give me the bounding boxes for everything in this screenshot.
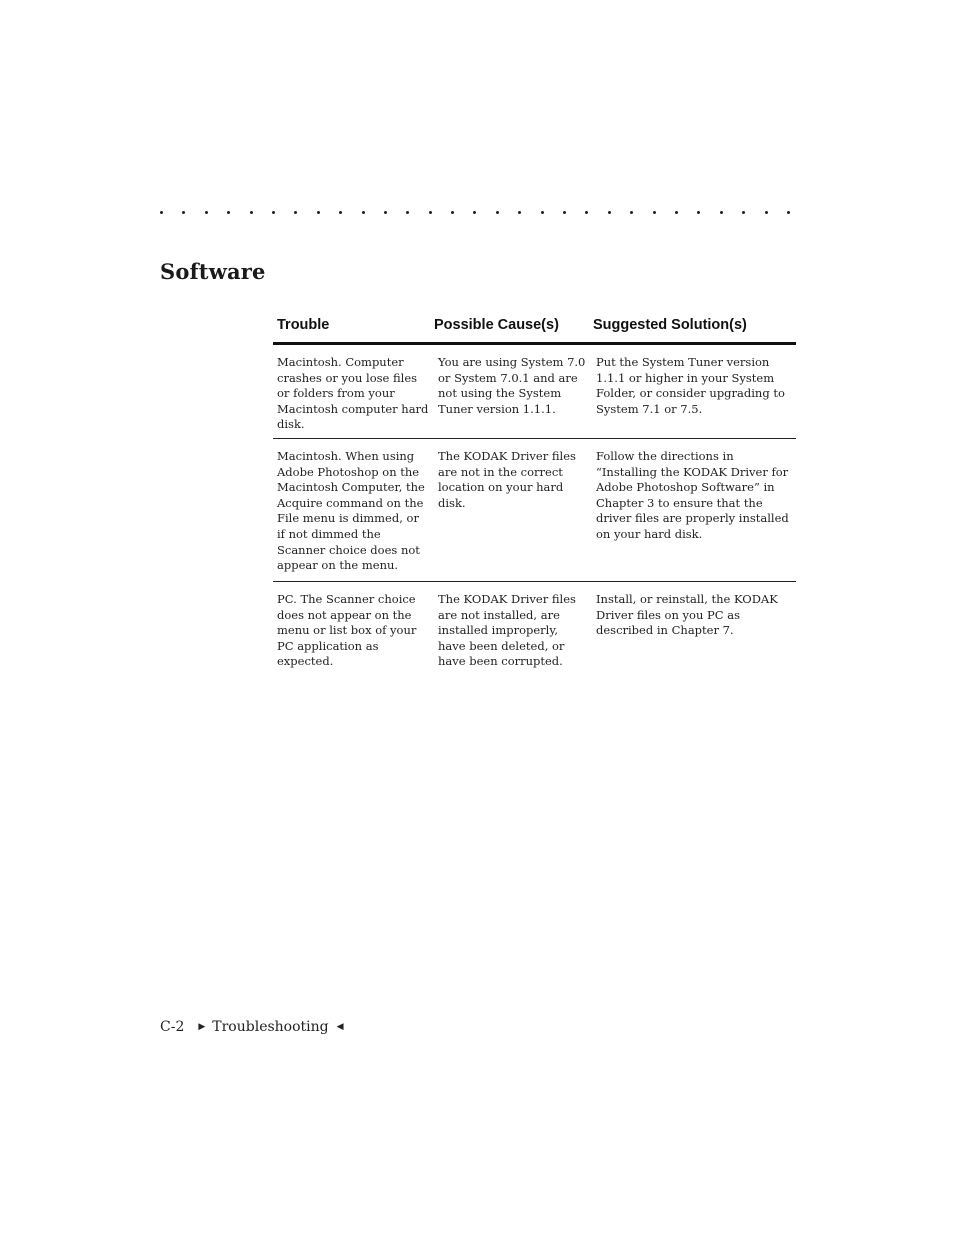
rule-dot xyxy=(608,211,611,214)
cell-trouble: Macintosh. Computer crashes or you lose files or folders from your Macintosh computer hard disk. xyxy=(277,355,429,432)
table-header xyxy=(273,312,796,345)
rule-dot xyxy=(765,211,768,214)
rule-dot xyxy=(697,211,700,214)
section-title: Software xyxy=(160,259,266,284)
rule-dot xyxy=(182,211,185,214)
rule-dot xyxy=(496,211,499,214)
triangle-right-icon: ▶ xyxy=(198,1022,206,1032)
troubleshooting-table xyxy=(273,312,796,682)
rule-dot xyxy=(675,211,678,214)
rule-dot xyxy=(160,211,163,214)
cell-cause: The KODAK Driver files are not in the correct location on your hard disk. xyxy=(438,449,576,510)
cell-trouble: PC. The Scanner choice does not appear on the menu or list box of your PC application as expected. xyxy=(277,592,417,669)
header-suggested-solution: Suggested Solution(s) xyxy=(593,317,747,333)
chapter-name: Troubleshooting xyxy=(212,1019,329,1035)
cell-cause: The KODAK Driver files are not installed, are installed improperly, have been deleted, or have been corrupted. xyxy=(438,592,576,669)
rule-dot xyxy=(362,211,365,214)
rule-dot xyxy=(339,211,342,214)
cell-trouble: Macintosh. When using Adobe Photoshop on the Macintosh Computer, the Acquire command on the File menu is dimmed, or if not dimmed the Scanner choice does not appear on the menu. xyxy=(277,449,425,573)
header-trouble: Trouble xyxy=(277,317,330,333)
rule-dot xyxy=(585,211,588,214)
cell-cause: You are using System 7.0 or System 7.0.1 and are not using the System Tuner version 1.1.1. xyxy=(438,355,586,416)
rule-dot xyxy=(630,211,633,214)
cell-solution: Put the System Tuner version 1.1.1 or higher in your System Folder, or consider upgrading to System 7.1 or 7.5. xyxy=(596,355,785,416)
rule-dot xyxy=(406,211,409,214)
triangle-left-icon: ◀ xyxy=(336,1022,344,1032)
rule-dot xyxy=(742,211,745,214)
rule-dot xyxy=(384,211,387,214)
rule-dot xyxy=(720,211,723,214)
rule-dot xyxy=(518,211,521,214)
rule-dot xyxy=(787,211,790,214)
rule-dot xyxy=(541,211,544,214)
header-possible-cause: Possible Cause(s) xyxy=(434,317,559,333)
rule-dot xyxy=(250,211,253,214)
rule-dot xyxy=(205,211,208,214)
rule-dot xyxy=(429,211,432,214)
rule-dot xyxy=(451,211,454,214)
rule-dot xyxy=(272,211,275,214)
rule-dot xyxy=(653,211,656,214)
page-number: C-2 xyxy=(160,1019,185,1035)
cell-solution: Follow the directions in “Installing the KODAK Driver for Adobe Photoshop Software” in Chapter 3 to ensure that the driver files are properly installed on your hard disk. xyxy=(596,449,789,541)
dotted-rule xyxy=(160,205,790,219)
rule-dot xyxy=(563,211,566,214)
table-row xyxy=(273,345,796,439)
rule-dot xyxy=(227,211,230,214)
rule-dot xyxy=(294,211,297,214)
table-row xyxy=(273,582,796,682)
page-footer xyxy=(160,1017,344,1037)
rule-dot xyxy=(473,211,476,214)
cell-solution: Install, or reinstall, the KODAK Driver files on you PC as described in Chapter 7. xyxy=(596,592,778,638)
table-row xyxy=(273,439,796,582)
rule-dot xyxy=(317,211,320,214)
